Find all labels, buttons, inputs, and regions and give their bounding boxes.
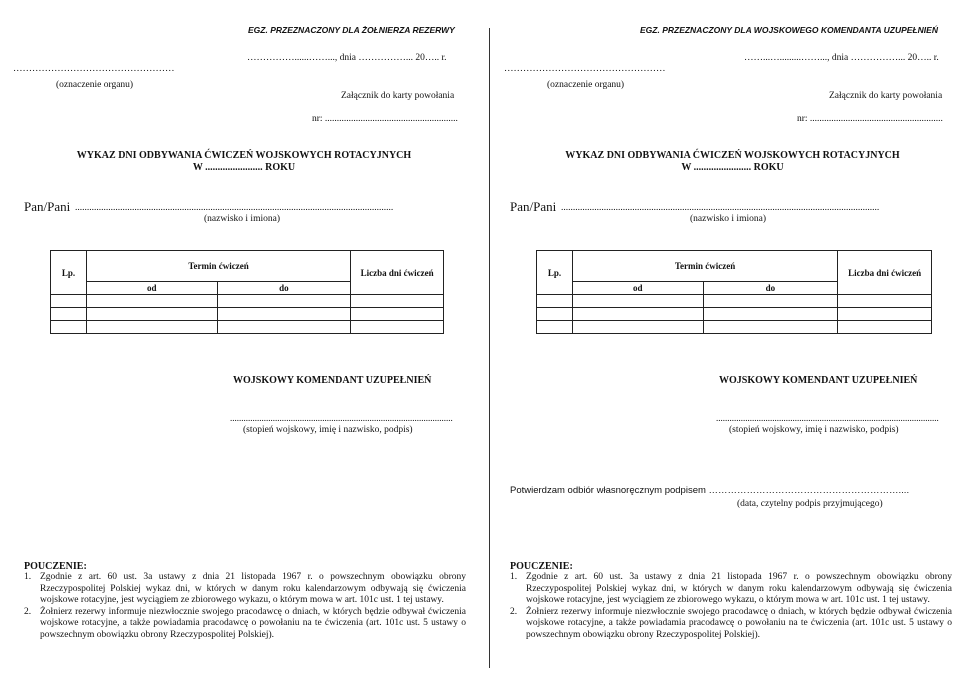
col-term: Termin ćwiczeń — [572, 251, 837, 282]
notice-text: Zgodnie z art. 60 ust. 3a ustawy z dnia 21 listopada 1967 r. o powszechnym obowiązku obrony Rzeczypospolitej Polskiej wykaz dni, w których w danym roku kalendarzowym odbywają się ćwiczenia wojskowe rotacyjne, jest wyciągiem ze zbiorowego wykazu, o którym mowa w art. 101c ust. 1 tej ustawy. — [526, 572, 952, 605]
pan-pani-label: Pan/Pani — [24, 199, 71, 214]
copy-label: EGZ. PRZEZNACZONY DLA ŻOŁNIERZA REZERWY — [248, 25, 455, 35]
organ-label: (oznaczenie organu) — [547, 80, 625, 90]
col-to: do — [703, 282, 838, 295]
notice-item — [510, 607, 952, 642]
soldier-copy — [0, 0, 481, 682]
place-date-line: ……...….........……..., dnia ……………... 20….. r. — [744, 53, 939, 63]
copy-label: EGZ. PRZEZNACZONY DLA WOJSKOWEGO KOMENDANTA UZUPEŁNIEŃ — [640, 25, 938, 35]
col-from: od — [86, 282, 217, 295]
col-days: Liczba dni ćwiczeń — [351, 251, 444, 295]
title-line-2: W ....................... ROKU — [192, 162, 296, 173]
col-from: od — [572, 282, 703, 295]
notice-number: 2. — [510, 606, 518, 617]
table-row — [537, 295, 932, 308]
organ-field: …………………………………………… — [504, 64, 666, 74]
notice-list — [510, 572, 952, 641]
notice-number: 2. — [24, 606, 32, 617]
terms-table — [50, 250, 444, 334]
signature-hint: (stopień wojskowy, imię i nazwisko, podpis) — [243, 425, 413, 435]
name-field: ...................................................................................................................................... — [561, 203, 880, 213]
organ-field: …………………………………………… — [13, 64, 175, 74]
pan-pani-label: Pan/Pani — [510, 199, 557, 214]
nr-field: nr: ........................................................ — [797, 114, 943, 124]
attachment-note: Załącznik do karty powołania — [341, 91, 455, 101]
document-title — [510, 150, 955, 174]
commander-heading: WOJSKOWY KOMENDANT UZUPEŁNIEŃ — [233, 375, 432, 386]
notice-text: Zgodnie z art. 60 ust. 3a ustawy z dnia 21 listopada 1967 r. o powszechnym obowiązku obrony Rzeczypospolitej Polskiej wykaz dni, w których w danym roku kalendarzowym odbywają się ćwiczenia wojskowe rotacyjne, jest wyciągiem ze zbiorowego wykazu, o którym mowa w art. 101c ust. 1 tej ustawy. — [40, 572, 466, 605]
organ-label: (oznaczenie organu) — [56, 80, 134, 90]
notice-heading: POUCZENIE: — [24, 561, 87, 572]
notice-number: 1. — [24, 572, 32, 582]
table-row — [51, 295, 444, 308]
table-row — [51, 321, 444, 334]
receipt-hint: (data, czytelny podpis przyjmującego) — [737, 499, 883, 509]
notice-text: Żołnierz rezerwy informuje niezwłocznie swojego pracodawcę o dniach, w których będzie odbywał ćwiczenia wojskowe rotacyjne, a także powiadamia pracodawcę o powołaniu na te ćwiczenia (art. 101c ust. 5 ustawy o powszechnym obowiązku obrony Rzeczypospolitej Polskiej). — [526, 606, 952, 640]
commander-heading: WOJSKOWY KOMENDANT UZUPEŁNIEŃ — [719, 375, 918, 386]
name-field: ...................................................................................................................................... — [75, 203, 394, 213]
notice-text: Żołnierz rezerwy informuje niezwłocznie swojego pracodawcę o dniach, w których będzie odbywał ćwiczenia wojskowe rotacyjne, a także powiadamia pracodawcę o powołaniu na te ćwiczenia (art. 101c ust. 5 ustawy o powszechnym obowiązku obrony Rzeczypospolitej Polskiej). — [40, 606, 466, 640]
title-line-1: WYKAZ DNI ODBYWANIA ĆWICZEŃ WOJSKOWYCH ROTACYJNYCH — [76, 150, 412, 161]
col-to: do — [217, 282, 351, 295]
col-term: Termin ćwiczeń — [86, 251, 350, 282]
place-date-line: ……………......……..., dnia ……………... 20….. r. — [247, 53, 447, 63]
name-hint: (nazwisko i imiona) — [204, 214, 280, 224]
commander-copy — [482, 0, 963, 682]
notice-heading: POUCZENIE: — [510, 561, 573, 572]
title-line-1: WYKAZ DNI ODBYWANIA ĆWICZEŃ WOJSKOWYCH ROTACYJNYCH — [565, 150, 900, 161]
signature-field: ................................................................................................... — [716, 413, 939, 423]
signature-hint: (stopień wojskowy, imię i nazwisko, podpis) — [729, 425, 899, 435]
col-lp: Lp. — [537, 251, 573, 295]
table-row — [51, 308, 444, 321]
col-days: Liczba dni ćwiczeń — [838, 251, 932, 295]
name-hint: (nazwisko i imiona) — [690, 214, 766, 224]
attachment-note: Załącznik do karty powołania — [829, 91, 943, 101]
nr-field: nr: ........................................................ — [312, 114, 458, 124]
table-row — [537, 308, 932, 321]
receipt-confirmation: Potwierdzam odbiór własnoręcznym podpisem …………………………………………………….... — [510, 485, 910, 496]
document-title — [24, 150, 464, 174]
notice-item — [510, 572, 952, 607]
table-row — [537, 321, 932, 334]
notice-number: 1. — [510, 572, 518, 582]
col-lp: Lp. — [51, 251, 87, 295]
signature-field: ................................................................................................... — [230, 413, 453, 423]
notice-item — [24, 607, 466, 642]
terms-table — [536, 250, 932, 334]
notice-item — [24, 572, 466, 607]
notice-list — [24, 572, 466, 641]
title-line-2: W ....................... ROKU — [681, 162, 784, 173]
